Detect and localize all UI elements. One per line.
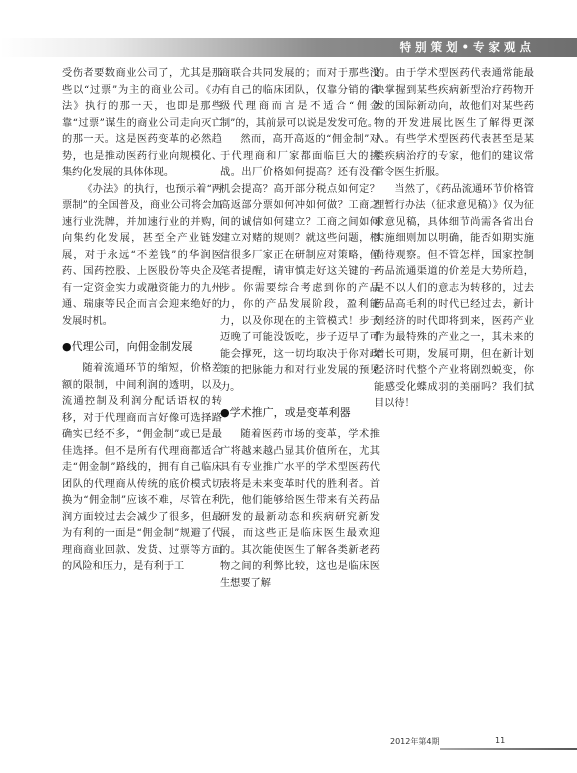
section-heading [220,405,380,421]
issue-label: 2012年第4期 [390,737,440,746]
paragraph: 《办法》的执行，也预示着“两票制”的全国普及，商业公司将会加速行业洗牌，并加速行业的并购，向集约化发展，甚至全产业链发展，对于永远“不差钱”的华润医药、国药控股、上医股份等央企及有一定资金实力或融资能力的九州通、瑞康等民企而言会迎来绝好的发展时机。 [62,183,222,327]
bullet-icon: ● [62,340,72,353]
bullet-icon: ● [220,406,230,419]
column-3 [374,66,534,413]
paragraph: 当然了，《药品流通环节价格管理暂行办法（征求意见稿）》仅为征求意见稿，具体细节尚需各省出台实施细则加以明确，能否如期实施尚待观察。但不管怎样，国家控制药品流通渠道的价差是大势所趋，是不以人们的意志为转移的，过去药品高毛利的时代已经过去，新计划经济的时代即将到来，医药产业作为最特殊的产业之一，其未来的增长可期，发展可期，但在新计划经济时代整个产业将剧烈蜕变，你能感受化蝶成羽的美丽吗？我们拭目以待！ [374,183,534,409]
heading-text: 代理公司，向佣金制发展 [71,340,193,353]
footer [0,736,577,756]
page-number: 11 [495,736,506,745]
paragraph: 然而，高开高返的“佣金制”对于代理商和厂家都面临巨大的挑战。出厂价格如何提高？还有没有机会提高？高开部分税点如何定？高返部分票如何冲如何做？工商之间的诚信如何建立？工商之间如何建立对赌的规则？就这些问题，相信很多厂家正在研制应对策略，但笔者提醒，请审慎走好这关键的一步。你需要综合考虑到你的产品力，你的产品发展阶段，盈利能力，以及你现在的主管模式！步子迈晚了可能没饭吃，步子迈早了可能会撑死，这一切均取决于你对政策的把脉能力和对行业发展的预见力。 [220,134,380,393]
paragraph: 随着医药市场的变革，学术推广将越来越凸显其价值所在，尤其具有专业推广水平的学术型医药代表将是未来变革时代的胜利者。首先，他们能够给医生带来有关药品研发的最新动态和疾病研究新发展，而这些正是临床医生最欢迎的。其次能使医生了解各类新老药物之间的利弊比较，这也是临床医生想要了解 [220,429,380,589]
section-title: 特别策划•专家观点 [399,40,535,54]
column-1 [62,66,222,576]
column-2 [220,66,380,592]
paragraph: 的。由于学术型医药代表通常能最快掌握到某些疾病新型治疗药物开发的国际新动向，故他们对某些药物的开发进展比医生了解得更深入。有些学术型医药代表甚至是某类疾病治疗的专家，他们的建议常常令医生折服。 [374,68,534,178]
paragraph: 商联合共同发展的；而对于那些没有自己的临床团队，仅靠分销的省级代理商而言是不适合“佣金制”的，其前景可以说是发发可危。 [220,68,380,129]
heading-text: 学术推广，或是变革利器 [229,406,351,419]
section-heading [62,339,222,355]
footer-rule [440,748,577,750]
paragraph: 受伤者要数商业公司了，尤其是那些以“过票”为主的商业公司。《办法》执行的那一天，也即是那些靠“过票”谋生的商业公司走向灭亡的那一天。这是医药变革的必然趋势，也是推动医药行业向规模化、集约化发展的具体体现。 [62,68,222,178]
paragraph: 随着流通环节的缩短，价格差额的限制，中间利润的透明，以及流通控制及利润分配话语权的转移，对于代理商而言好像可选择路确实已经不多，“佣金制”或已是最佳选择。但不是所有代理商都适合走“佣金制”路线的，拥有自己临床团队的代理商从传统的底价模式切换为“佣金制”应该不难，尽管在利润方面较过去会减少了很多，但最为有利的一面是“佣金制”规避了代理商商业回款、发货、过票等方面的风险和压力，是有利于工 [62,363,222,572]
